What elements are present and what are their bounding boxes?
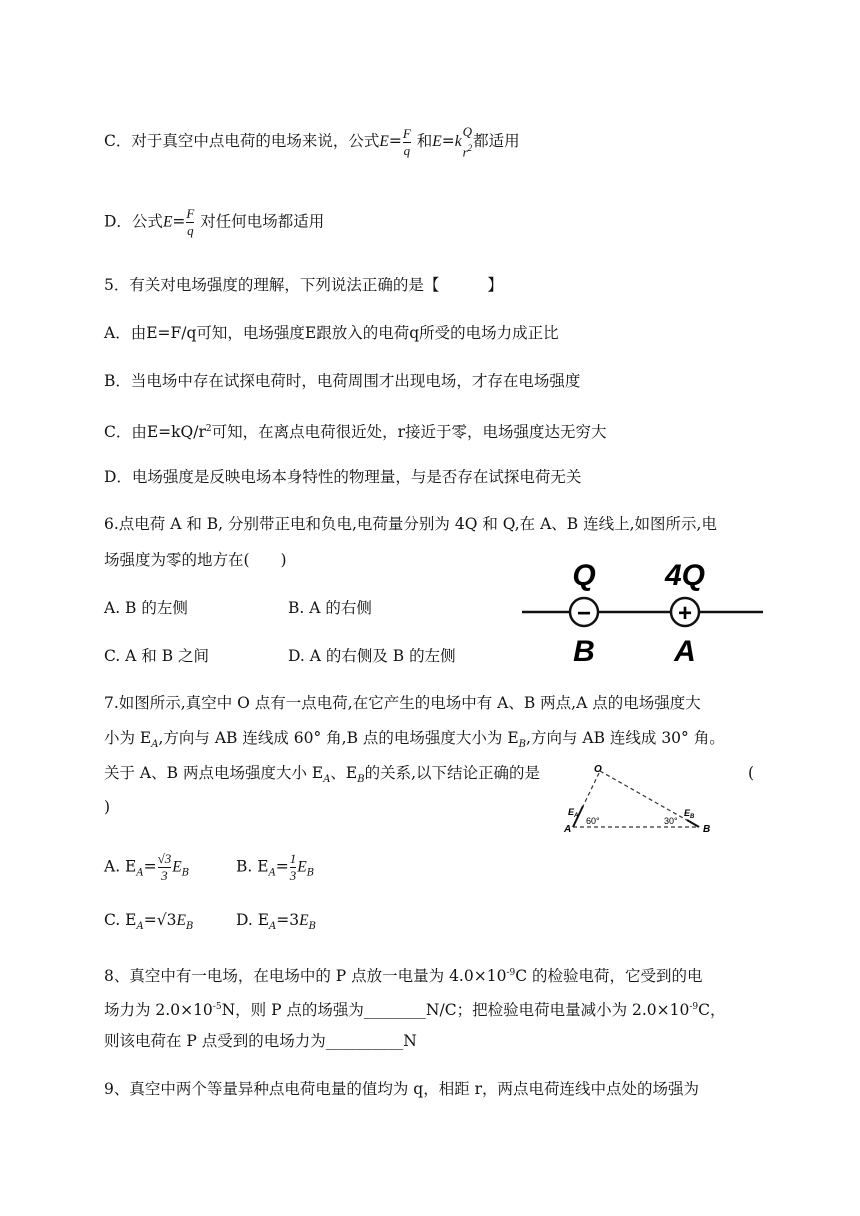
option-6b: B. A 的右侧 — [288, 599, 372, 617]
question-5-stem: 5．有关对电场强度的理解，下列说法正确的是【 】 — [104, 276, 503, 294]
option-5b: B．当电场中存在试探电荷时，电荷周围才出现电场，才存在电场强度 — [104, 372, 581, 390]
field-eb-label: $E_B$ — [684, 808, 695, 820]
minus-sign: − — [576, 600, 592, 627]
question-6-line1: 6.点电荷 A 和 B, 分别带正电和负电,电荷量分别为 4Q 和 Q,在 A、B 连线上,如图所示,电 — [104, 515, 717, 533]
option-7a: A. $E_A=$ $\frac{√3}{3}$ $E_B$ — [104, 851, 190, 883]
option-6c: C. A 和 B 之间 — [104, 647, 210, 665]
charge-q-label: Q — [572, 559, 596, 592]
question-8-line3: 则该电荷在 P 点受到的电场力为__________N — [104, 1032, 417, 1050]
option-5d: D．电场强度是反映电场本身特性的物理量，与是否存在试探电荷无关 — [104, 468, 582, 486]
point-a-label: A — [674, 635, 696, 668]
option-4d: D．公式E= $\frac{F}{q}$ 对任何电场都适用 — [104, 206, 325, 238]
option-6a: A. B 的左侧 — [104, 599, 188, 617]
fraction-q-over-r2: Q $r^2$ — [462, 124, 473, 160]
option-7d: D. $E_A=3E_B$ — [236, 911, 316, 933]
option-4c: C．对于真空中点电荷的电场来说，公式E= $\frac{F}{q}$ 和E=k Q $r^2$ 都适用 — [104, 124, 520, 160]
option-5a: A．由E=F/q可知，电场强度E跟放入的电荷q所受的电场力成正比 — [104, 324, 559, 342]
option-7c: C. $E_A=√3E_B$ — [104, 911, 194, 933]
angle-30-label: 30° — [664, 816, 678, 826]
angle-60-label: 60° — [586, 816, 600, 826]
question-9-line1: 9、真空中两个等量异种点电荷电量的值均为 q，相距 r，两点电荷连线中点处的场强为 — [104, 1080, 700, 1098]
answer-paren-close: ) — [104, 798, 111, 816]
question-7-line1: 7.如图所示,真空中 O 点有一点电荷,在它产生的电场中有 A、B 两点,A 点的电场强度大 — [104, 694, 701, 712]
question-6-line2: 场强度为零的地方在( ) — [104, 551, 287, 569]
point-b-label: B — [703, 824, 711, 835]
answer-paren-open: ( — [748, 764, 755, 782]
triangle-diagram — [560, 760, 720, 840]
charge-4q-label: 4Q — [664, 559, 706, 592]
plus-sign: + — [677, 600, 693, 627]
question-8-line2: 场力为 $2.0\times 10^{-5}N$，则 P 点的场强为________N/C；把检验电荷电量减小为 $2.0\times 10^{-9}C$， — [104, 1001, 726, 1020]
point-o-label: O — [594, 764, 602, 775]
option-5c: C．由$E=kQ/r^2$可知，在离点电荷很近处，r接近于零，电场强度达无穷大 — [104, 423, 607, 442]
fraction-f-over-q: $\frac{F}{q}$ — [402, 125, 411, 158]
field-ea-label: $E_A$ — [568, 807, 579, 819]
option-7b: B. $E_A=$ $\frac{1}{3}$ $E_B$ — [236, 851, 315, 883]
question-7-line3: 关于 A、B 两点电场强度大小 $E_A$、$E_B$的关系,以下结论正确的是 — [104, 764, 541, 786]
point-b-label: B — [573, 635, 595, 668]
question-8-line1: 8、真空中有一电场，在电场中的 P 点放一电量为 $4.0\times 10^{-9}C$ 的检验电荷，它受到的电 — [104, 967, 703, 986]
option-6d: D. A 的右侧及 B 的左侧 — [288, 647, 456, 665]
question-7-line2: 小为 $E_A$,方向与 AB 连线成 60° 角,B 点的电场强度大小为 $E_B$,方向与 AB 连线成 30° 角。 — [104, 729, 725, 751]
charges-diagram — [520, 555, 765, 670]
point-a-label: A — [564, 824, 572, 835]
fraction-f-over-q: $\frac{F}{q}$ — [186, 206, 195, 238]
